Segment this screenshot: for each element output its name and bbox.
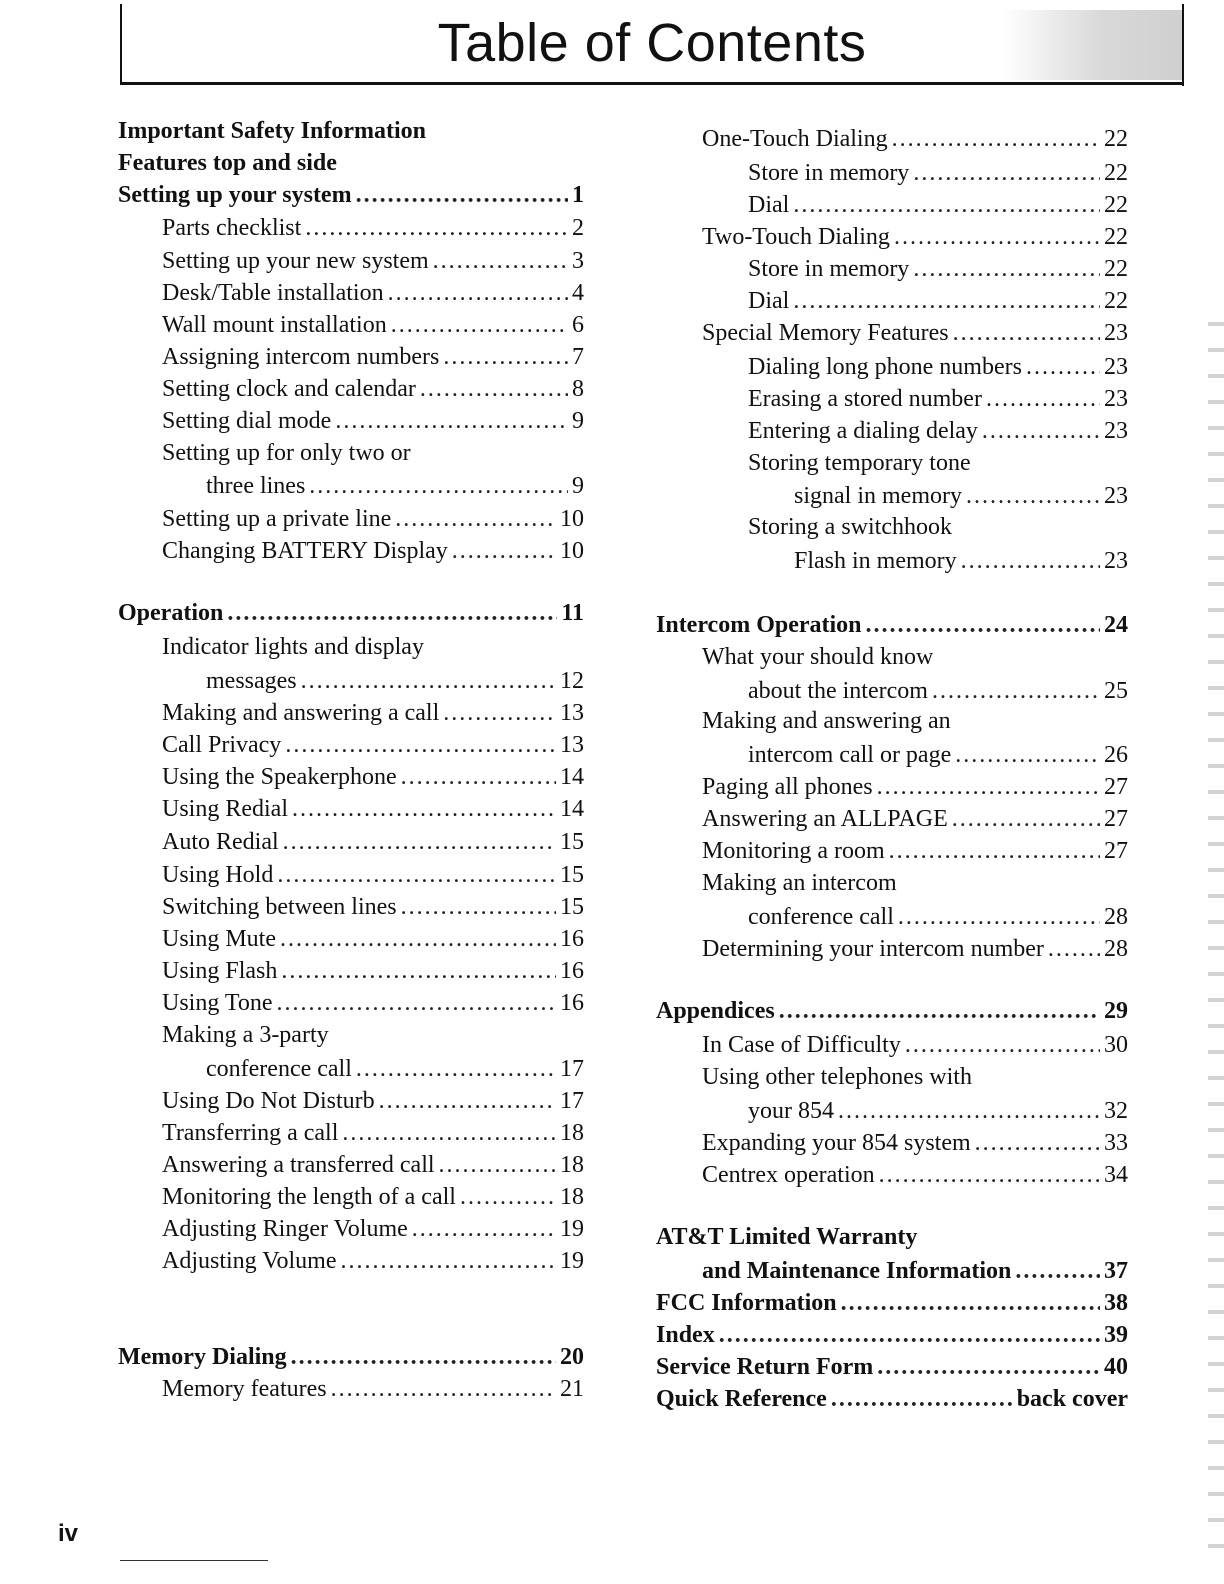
toc-entry-label: Store in memory <box>748 160 910 186</box>
dot-leader <box>952 804 1100 834</box>
dot-leader <box>301 666 556 696</box>
toc-entry <box>162 1150 584 1180</box>
dot-leader <box>281 956 556 986</box>
dot-leader <box>894 222 1100 252</box>
toc-entry <box>702 934 1128 964</box>
toc-entry-page: 17 <box>560 1088 584 1114</box>
footer-rule <box>120 1560 268 1561</box>
toc-entry <box>702 772 1128 802</box>
toc-entry-page: 20 <box>560 1344 584 1370</box>
toc-entry-page: 18 <box>560 1152 584 1178</box>
toc-entry-page: 6 <box>572 312 584 338</box>
toc-entry-page: 24 <box>1104 612 1128 638</box>
toc-entry-label: Using Mute <box>162 926 276 952</box>
toc-entry <box>748 286 1128 316</box>
toc-entry-label: Changing BATTERY Display <box>162 538 448 564</box>
toc-entry-page: 26 <box>1104 742 1128 768</box>
toc-entry-page: 9 <box>572 473 584 499</box>
toc-entry-page: 13 <box>560 732 584 758</box>
toc-entry-page: 15 <box>560 829 584 855</box>
toc-entry-heading <box>748 448 971 478</box>
toc-entry <box>656 1288 1128 1318</box>
toc-entry-label: Making a 3-party <box>162 1022 329 1048</box>
dot-leader <box>277 988 556 1018</box>
dot-leader <box>838 1096 1100 1126</box>
toc-entry-label: Dial <box>748 192 790 218</box>
toc-entry <box>656 1320 1128 1350</box>
toc-entry-page: 3 <box>572 248 584 274</box>
toc-entry-page: 16 <box>560 958 584 984</box>
toc-entry-page: 28 <box>1104 936 1128 962</box>
dot-leader <box>291 1342 556 1372</box>
dot-leader <box>1026 352 1100 382</box>
toc-entry-label: your 854 <box>748 1098 834 1124</box>
toc-entry <box>702 1030 1128 1060</box>
dot-leader <box>280 924 556 954</box>
toc-entry-page: 11 <box>561 600 584 626</box>
toc-entry-label: Paging all phones <box>702 774 873 800</box>
toc-entry-label: about the intercom <box>748 678 928 704</box>
toc-entry-heading <box>702 868 897 898</box>
dot-leader <box>331 1374 556 1404</box>
dot-leader <box>460 1182 556 1212</box>
dot-leader <box>356 180 568 210</box>
toc-entry-heading <box>118 148 337 178</box>
toc-entry-page: 4 <box>572 280 584 306</box>
toc-entry-page: 22 <box>1104 224 1128 250</box>
dot-leader <box>439 1150 556 1180</box>
toc-entry-label: Setting up a private line <box>162 506 392 532</box>
toc-entry-label: FCC Information <box>656 1290 837 1316</box>
dot-leader <box>443 342 568 372</box>
toc-entry <box>162 278 584 308</box>
toc-entry-label: Dial <box>748 288 790 314</box>
toc-entry <box>162 794 584 824</box>
toc-entry <box>118 180 584 210</box>
toc-entry-label: Centrex operation <box>702 1162 875 1188</box>
toc-entry-label: and Maintenance Information <box>702 1258 1012 1284</box>
dot-leader <box>889 836 1100 866</box>
dot-leader <box>1048 934 1100 964</box>
dot-leader <box>342 1118 556 1148</box>
toc-entry-page: 18 <box>560 1184 584 1210</box>
toc-entry-page: 8 <box>572 376 584 402</box>
toc-entry-label: Memory Dialing <box>118 1344 287 1370</box>
toc-entry-label: Determining your intercom number <box>702 936 1044 962</box>
toc-entry-heading <box>702 642 933 672</box>
dot-leader <box>277 860 556 890</box>
toc-entry-label: Setting clock and calendar <box>162 376 416 402</box>
toc-entry <box>656 1352 1128 1382</box>
toc-entry-page: 40 <box>1104 1354 1128 1380</box>
toc-entry-label: Answering an ALLPAGE <box>702 806 948 832</box>
dot-leader <box>335 406 568 436</box>
toc-entry <box>162 892 584 922</box>
toc-entry <box>162 988 584 1018</box>
dot-leader <box>966 481 1100 511</box>
toc-entry <box>118 1342 584 1372</box>
toc-entry-page: 15 <box>560 862 584 888</box>
toc-entry-page: 12 <box>560 668 584 694</box>
dot-leader <box>292 794 556 824</box>
toc-entry-page: 27 <box>1104 774 1128 800</box>
toc-entry-page: 22 <box>1104 160 1128 186</box>
toc-entry-label: Using Tone <box>162 990 273 1016</box>
toc-entry-page: 10 <box>560 506 584 532</box>
dot-leader <box>283 827 556 857</box>
toc-entry-page: 7 <box>572 344 584 370</box>
toc-entry-heading <box>162 632 424 662</box>
dot-leader <box>443 698 556 728</box>
toc-entry-page: 29 <box>1104 998 1128 1024</box>
toc-entry-label: Special Memory Features <box>702 320 949 346</box>
toc-entry-page: 23 <box>1104 354 1128 380</box>
dot-leader <box>982 416 1100 446</box>
toc-entry-label: What your should know <box>702 644 934 670</box>
dot-leader <box>420 374 568 404</box>
dot-leader <box>340 1246 556 1276</box>
dot-leader <box>401 762 556 792</box>
toc-entry-heading <box>702 706 951 736</box>
dot-leader <box>932 676 1100 706</box>
toc-entry-label: Using Flash <box>162 958 278 984</box>
toc-entry-label: signal in memory <box>794 483 962 509</box>
toc-entry <box>162 860 584 890</box>
toc-entry-label: Using the Speakerphone <box>162 764 397 790</box>
toc-entry <box>206 471 584 501</box>
toc-entry-label: Service Return Form <box>656 1354 874 1380</box>
toc-entry-label: Monitoring a room <box>702 838 885 864</box>
toc-entry-page: 22 <box>1104 288 1128 314</box>
toc-entry <box>794 546 1128 576</box>
toc-entry <box>748 190 1128 220</box>
toc-entry <box>206 1054 584 1084</box>
toc-entry-page: 34 <box>1104 1162 1128 1188</box>
toc-entry-label: Dialing long phone numbers <box>748 354 1022 380</box>
toc-entry <box>748 384 1128 414</box>
toc-entry <box>162 1246 584 1276</box>
dot-leader <box>401 892 556 922</box>
toc-entry-label: Setting up your new system <box>162 248 429 274</box>
toc-entry-heading <box>656 1222 917 1252</box>
toc-entry-page: 10 <box>560 538 584 564</box>
dot-leader <box>831 1384 1013 1414</box>
toc-entry-page: 39 <box>1104 1322 1128 1348</box>
toc-entry <box>162 504 584 534</box>
toc-entry <box>702 1160 1128 1190</box>
toc-entry-page: 23 <box>1104 548 1128 574</box>
toc-entry-page: 18 <box>560 1120 584 1146</box>
dot-leader <box>227 598 557 628</box>
toc-entry-label: Setting up your system <box>118 182 352 208</box>
toc-entry-label: three lines <box>206 473 306 499</box>
toc-entry <box>748 902 1128 932</box>
toc-entry-label: Answering a transferred call <box>162 1152 435 1178</box>
toc-entry-label: Using Hold <box>162 862 274 888</box>
toc-entry-label: Store in memory <box>748 256 910 282</box>
toc-entry-label: Wall mount installation <box>162 312 387 338</box>
toc-entry <box>162 698 584 728</box>
toc-entry-label: Setting dial mode <box>162 408 332 434</box>
dot-leader <box>898 902 1100 932</box>
toc-entry <box>118 598 584 628</box>
toc-entry <box>162 342 584 372</box>
toc-entry-heading <box>162 438 411 468</box>
toc-entry-page: 28 <box>1104 904 1128 930</box>
toc-entry-label: Switching between lines <box>162 894 397 920</box>
page-header <box>120 4 1182 85</box>
scan-edge-marks <box>1208 300 1224 1560</box>
toc-entry <box>206 666 584 696</box>
toc-entry-label: Erasing a stored number <box>748 386 982 412</box>
toc-entry <box>162 374 584 404</box>
toc-entry <box>162 1086 584 1116</box>
toc-entry-label: messages <box>206 668 297 694</box>
toc-entry-label: Making and answering an <box>702 708 951 734</box>
toc-entry-page: 1 <box>572 182 584 208</box>
toc-entry <box>702 222 1128 252</box>
toc-entry-page: 30 <box>1104 1032 1128 1058</box>
toc-entry <box>748 740 1128 770</box>
toc-entry-label: Call Privacy <box>162 732 282 758</box>
toc-entry-label: conference call <box>206 1056 352 1082</box>
toc-entry-label: Index <box>656 1322 715 1348</box>
toc-entry <box>162 310 584 340</box>
toc-entry-label: Parts checklist <box>162 215 302 241</box>
header-rule <box>1182 4 1184 86</box>
toc-entry <box>656 610 1128 640</box>
dot-leader <box>955 740 1100 770</box>
toc-entry-label: Setting up for only two or <box>162 440 411 466</box>
toc-entry <box>702 836 1128 866</box>
toc-entry-label: Appendices <box>656 998 775 1024</box>
toc-entry-heading <box>748 512 952 542</box>
toc-entry-label: Adjusting Volume <box>162 1248 337 1274</box>
toc-entry-page: 19 <box>560 1248 584 1274</box>
toc-entry-page: 23 <box>1104 320 1128 346</box>
toc-entry-label: In Case of Difficulty <box>702 1032 901 1058</box>
dot-leader <box>892 124 1100 154</box>
toc-entry-label: Transferring a call <box>162 1120 339 1146</box>
dot-leader <box>841 1288 1100 1318</box>
toc-entry <box>162 762 584 792</box>
toc-entry-label: Making and answering a call <box>162 700 440 726</box>
toc-entry-page: 14 <box>560 764 584 790</box>
dot-leader <box>779 996 1100 1026</box>
toc-entry-page: 33 <box>1104 1130 1128 1156</box>
page-number: iv <box>58 1520 79 1547</box>
toc-entry-label: Features top and side <box>118 150 337 176</box>
toc-entry-page: 22 <box>1104 256 1128 282</box>
dot-leader <box>879 1160 1100 1190</box>
dot-leader <box>391 310 568 340</box>
toc-entry-label: Adjusting Ringer Volume <box>162 1216 408 1242</box>
toc-entry-label: Expanding your 854 system <box>702 1130 971 1156</box>
dot-leader <box>388 278 568 308</box>
toc-entry <box>162 956 584 986</box>
toc-entry <box>162 1118 584 1148</box>
dot-leader <box>961 546 1100 576</box>
dot-leader <box>866 610 1100 640</box>
toc-entry <box>748 352 1128 382</box>
toc-entry <box>162 246 584 276</box>
toc-entry-page: 27 <box>1104 838 1128 864</box>
dot-leader <box>913 158 1100 188</box>
toc-entry-label: Memory features <box>162 1376 327 1402</box>
toc-entry-page: 14 <box>560 796 584 822</box>
toc-entry-page: 23 <box>1104 418 1128 444</box>
toc-entry <box>702 804 1128 834</box>
toc-entry-page: 37 <box>1104 1258 1128 1284</box>
toc-entry <box>162 213 584 243</box>
toc-entry-page: 27 <box>1104 806 1128 832</box>
toc-entry-label: Making an intercom <box>702 870 897 896</box>
toc-entry-label: Using Redial <box>162 796 288 822</box>
dot-leader <box>913 254 1100 284</box>
toc-entry-page: 23 <box>1104 386 1128 412</box>
toc-entry <box>748 1096 1128 1126</box>
toc-entry <box>162 1182 584 1212</box>
toc-entry-page: 16 <box>560 926 584 952</box>
toc-entry-label: conference call <box>748 904 894 930</box>
toc-entry <box>702 318 1128 348</box>
toc-entry <box>656 996 1128 1026</box>
toc-entry-label: AT&T Limited Warranty <box>656 1224 918 1250</box>
toc-entry-page: 13 <box>560 700 584 726</box>
toc-entry <box>702 1128 1128 1158</box>
toc-entry-heading <box>118 116 426 146</box>
dot-leader <box>877 1352 1100 1382</box>
toc-entry-page: 38 <box>1104 1290 1128 1316</box>
dot-leader <box>877 772 1100 802</box>
dot-leader <box>953 318 1100 348</box>
toc-entry <box>162 1214 584 1244</box>
dot-leader <box>395 504 556 534</box>
toc-entry <box>748 676 1128 706</box>
toc-entry <box>162 406 584 436</box>
dot-leader <box>975 1128 1100 1158</box>
toc-entry <box>162 536 584 566</box>
toc-entry-label: Intercom Operation <box>656 612 862 638</box>
toc-entry-label: Quick Reference <box>656 1386 827 1412</box>
toc-entry <box>656 1384 1128 1414</box>
toc-entry-label: Entering a dialing delay <box>748 418 978 444</box>
toc-entry <box>162 730 584 760</box>
dot-leader <box>309 471 568 501</box>
toc-entry-label: Using other telephones with <box>702 1064 972 1090</box>
toc-entry <box>702 1256 1128 1286</box>
toc-entry-label: Monitoring the length of a call <box>162 1184 456 1210</box>
dot-leader <box>793 190 1100 220</box>
toc-entry-page: 2 <box>572 215 584 241</box>
toc-entry-label: Indicator lights and display <box>162 634 424 660</box>
toc-entry-label: Storing temporary tone <box>748 450 971 476</box>
toc-entry-label: Operation <box>118 600 224 626</box>
toc-entry-label: Auto Redial <box>162 829 279 855</box>
toc-entry-page: 22 <box>1104 192 1128 218</box>
toc-entry-page: back cover <box>1016 1386 1128 1412</box>
toc-entry <box>702 124 1128 154</box>
toc-entry-page: 23 <box>1104 483 1128 509</box>
toc-entry-page: 32 <box>1104 1098 1128 1124</box>
page-title: Table of Contents <box>437 13 867 73</box>
toc-entry-label: Assigning intercom numbers <box>162 344 440 370</box>
toc-entry-label: Using Do Not Disturb <box>162 1088 375 1114</box>
toc-entry-page: 19 <box>560 1216 584 1242</box>
toc-entry-label: Storing a switchhook <box>748 514 952 540</box>
dot-leader <box>285 730 556 760</box>
dot-leader <box>719 1320 1100 1350</box>
toc-entry-page: 9 <box>572 408 584 434</box>
dot-leader <box>379 1086 556 1116</box>
toc-entry-label: Important Safety Information <box>118 118 426 144</box>
toc-entry <box>162 1374 584 1404</box>
toc-entry <box>748 158 1128 188</box>
toc-entry-label: One-Touch Dialing <box>702 126 888 152</box>
dot-leader <box>356 1054 556 1084</box>
dot-leader <box>433 246 568 276</box>
toc-entry <box>162 827 584 857</box>
dot-leader <box>1015 1256 1100 1286</box>
toc-entry-label: Flash in memory <box>794 548 957 574</box>
toc-entry-page: 22 <box>1104 126 1128 152</box>
toc-entry-page: 17 <box>560 1056 584 1082</box>
toc-entry-label: Desk/Table installation <box>162 280 384 306</box>
dot-leader <box>305 213 568 243</box>
toc-entry-page: 25 <box>1104 678 1128 704</box>
toc-entry-page: 16 <box>560 990 584 1016</box>
toc-entry-label: Two-Touch Dialing <box>702 224 890 250</box>
dot-leader <box>905 1030 1100 1060</box>
dot-leader <box>986 384 1100 414</box>
toc-entry-heading <box>162 1020 329 1050</box>
toc-entry <box>748 416 1128 446</box>
dot-leader <box>793 286 1100 316</box>
toc-entry-page: 21 <box>560 1376 584 1402</box>
toc-entry <box>162 924 584 954</box>
toc-entry <box>748 254 1128 284</box>
dot-leader <box>452 536 556 566</box>
toc-entry <box>794 481 1128 511</box>
toc-entry-page: 15 <box>560 894 584 920</box>
toc-entry-label: intercom call or page <box>748 742 952 768</box>
toc-entry-heading <box>702 1062 972 1092</box>
dot-leader <box>412 1214 556 1244</box>
